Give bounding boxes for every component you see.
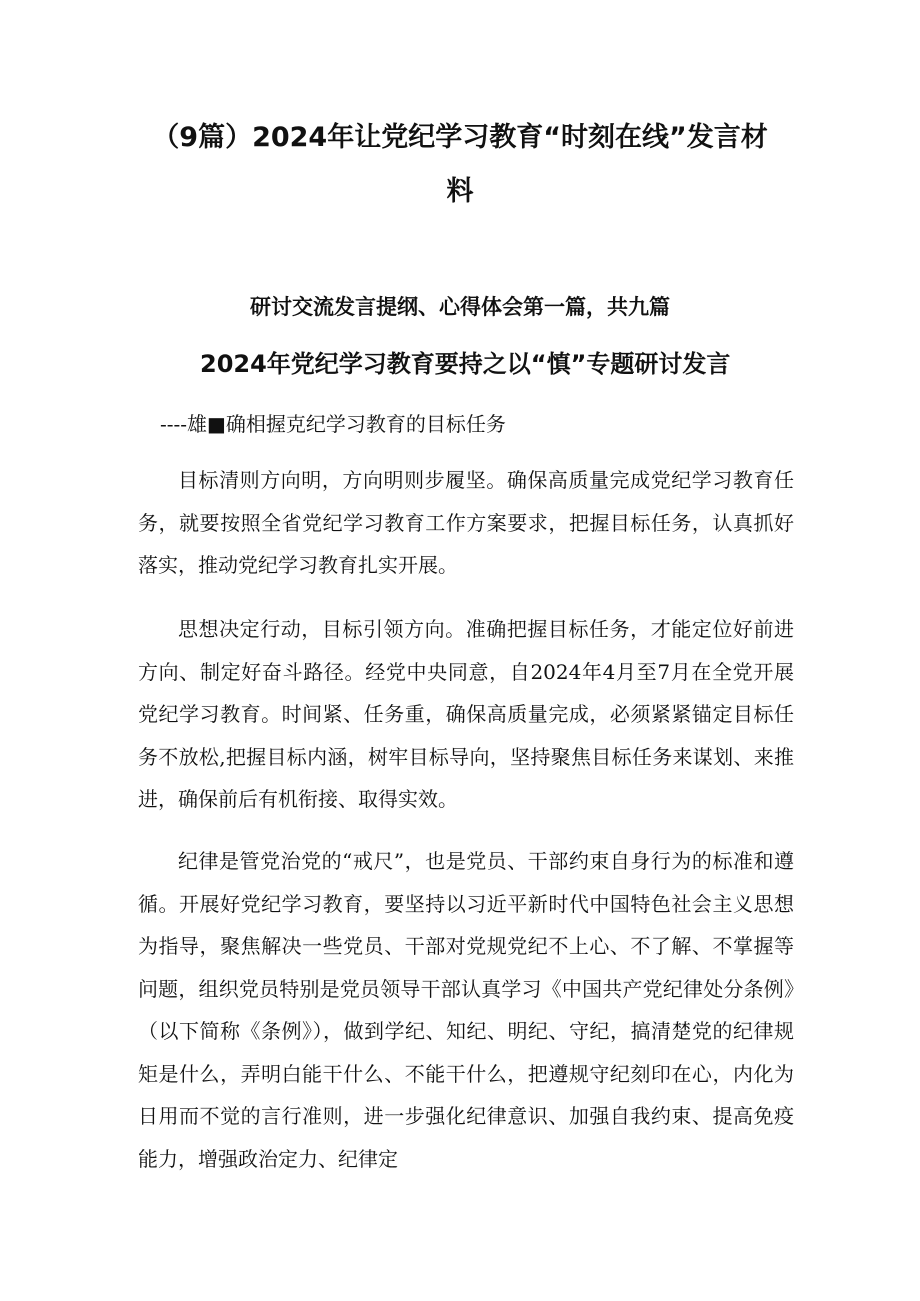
- document-title-line-1: （9篇）2024年让党纪学习教育“时刻在线”发言材: [152, 122, 768, 153]
- paragraph: 目标清则方向明，方向明则步履坚。确保高质量完成党纪学习教育任务，就要按照全省党纪学习教育工作方案要求，把握目标任务，认真抓好落实，推动党纪学习教育扎实开展。: [138, 468, 794, 577]
- section-heading: ----雄■确相握克纪学习教育的目标任务: [160, 412, 506, 436]
- document-title-line-2: 料: [446, 176, 474, 207]
- article-title: 2024年党纪学习教育要持之以“慎”专题研讨发言: [200, 350, 731, 378]
- paragraph: 纪律是管党治党的“戒尺”，也是党员、干部约束自身行为的标准和遵循。开展好党纪学习教育，要坚持以习近平新时代中国特色社会主义思想为指导，聚焦解决一些党员、干部对党规党纪不上心、不了解、不掌握等问题，组织党员特别是党员领导干部认真学习《中国共产党纪律处分条例》（以下简称《条例》），做到学纪、知纪、明纪、守纪，搞清楚党的纪律规矩是什么，弄明白能干什么、不能干什么，把遵规守纪刻印在心，内化为日用而不觉的言行准则，进一步强化纪律意识、加强自我约束、提高免疫能力，增强政治定力、纪律定: [138, 849, 794, 1171]
- document-subtitle: 研讨交流发言提纲、心得体会第一篇，共九篇: [250, 295, 670, 319]
- paragraph: 思想决定行动，目标引领方向。准确把握目标任务，才能定位好前进方向、制定好奋斗路径。经党中央同意，自2024年4月至7月在全党开展党纪学习教育。时间紧、任务重，确保高质量完成，必须紧紧锚定目标任务不放松,把握目标内涵，树牢目标导向，坚持聚焦目标任务来谋划、来推进，确保前后有机衔接、取得实效。: [138, 617, 794, 811]
